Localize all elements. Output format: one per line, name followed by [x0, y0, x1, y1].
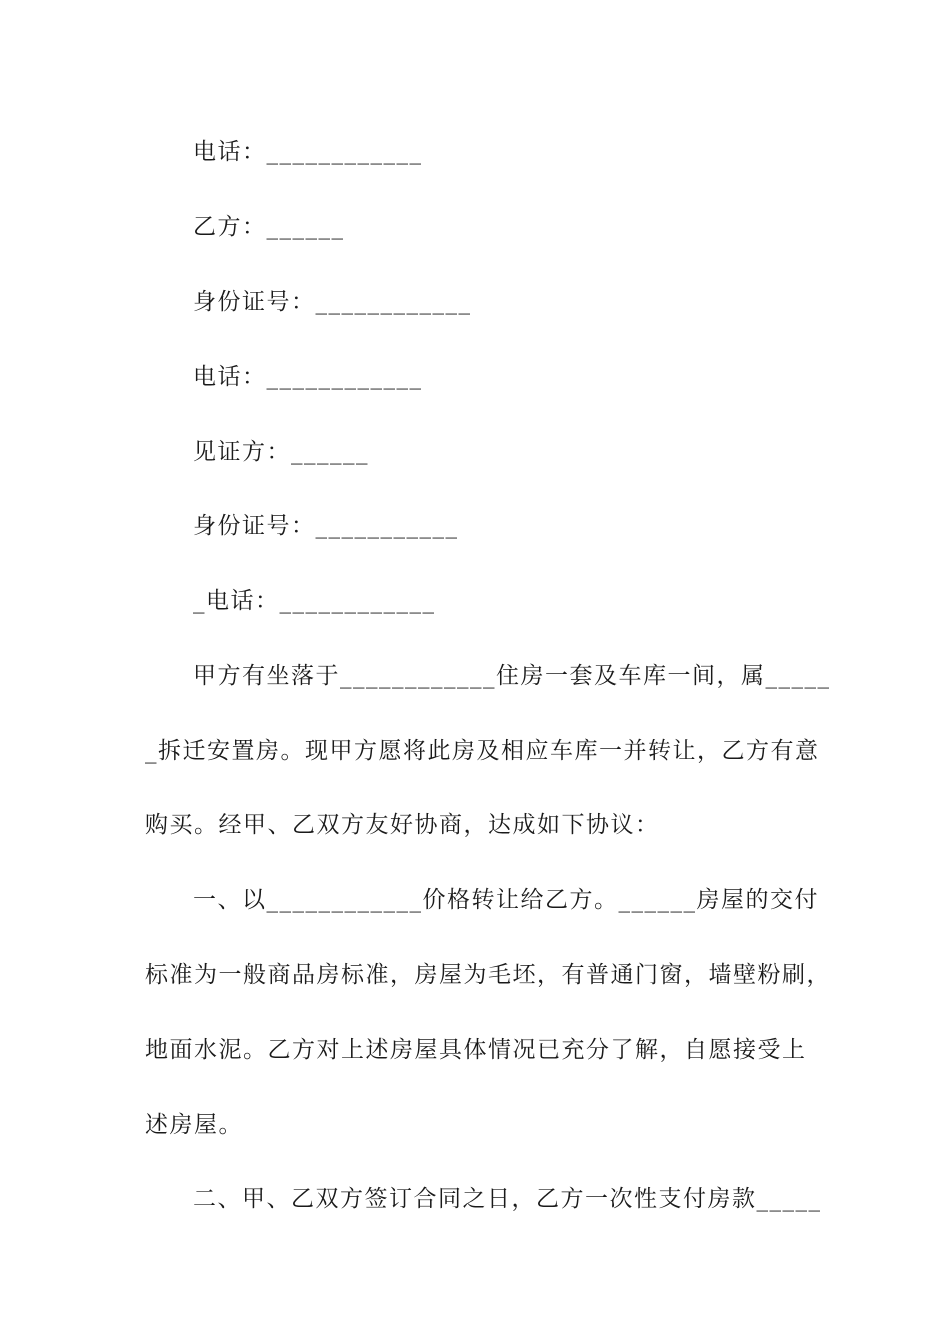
party-a-phone-line: 电话：____________ — [193, 139, 423, 165]
clause-2-line-1: 二、甲、乙双方签订合同之日，乙方一次性支付房款_____ — [193, 1186, 822, 1212]
clause-1-line-4: 述房屋。 — [145, 1112, 243, 1138]
clause-1-line-3: 地面水泥。乙方对上述房屋具体情况已充分了解，自愿接受上 — [145, 1037, 807, 1063]
witness-phone-line: _电话：____________ — [193, 588, 436, 614]
witness-line: 见证方：______ — [193, 439, 369, 465]
clause-1-line-2: 标准为一般商品房标准，房屋为毛坯，有普通门窗，墙壁粉刷， — [145, 962, 831, 988]
intro-paragraph-line-3: 购买。经甲、乙双方友好协商，达成如下协议： — [145, 812, 660, 838]
party-b-line: 乙方：______ — [193, 214, 345, 240]
party-b-id-line: 身份证号：____________ — [193, 289, 472, 315]
intro-paragraph-line-1: 甲方有坐落于____________住房一套及车库一间，属_____ — [193, 663, 831, 689]
witness-id-line: 身份证号：___________ — [193, 513, 459, 539]
party-b-phone-line: 电话：____________ — [193, 364, 423, 390]
clause-1-line-1: 一、以____________价格转让给乙方。______房屋的交付 — [193, 887, 819, 913]
intro-paragraph-line-2: _拆迁安置房。现甲方愿将此房及相应车库一并转让，乙方有意 — [145, 738, 820, 764]
